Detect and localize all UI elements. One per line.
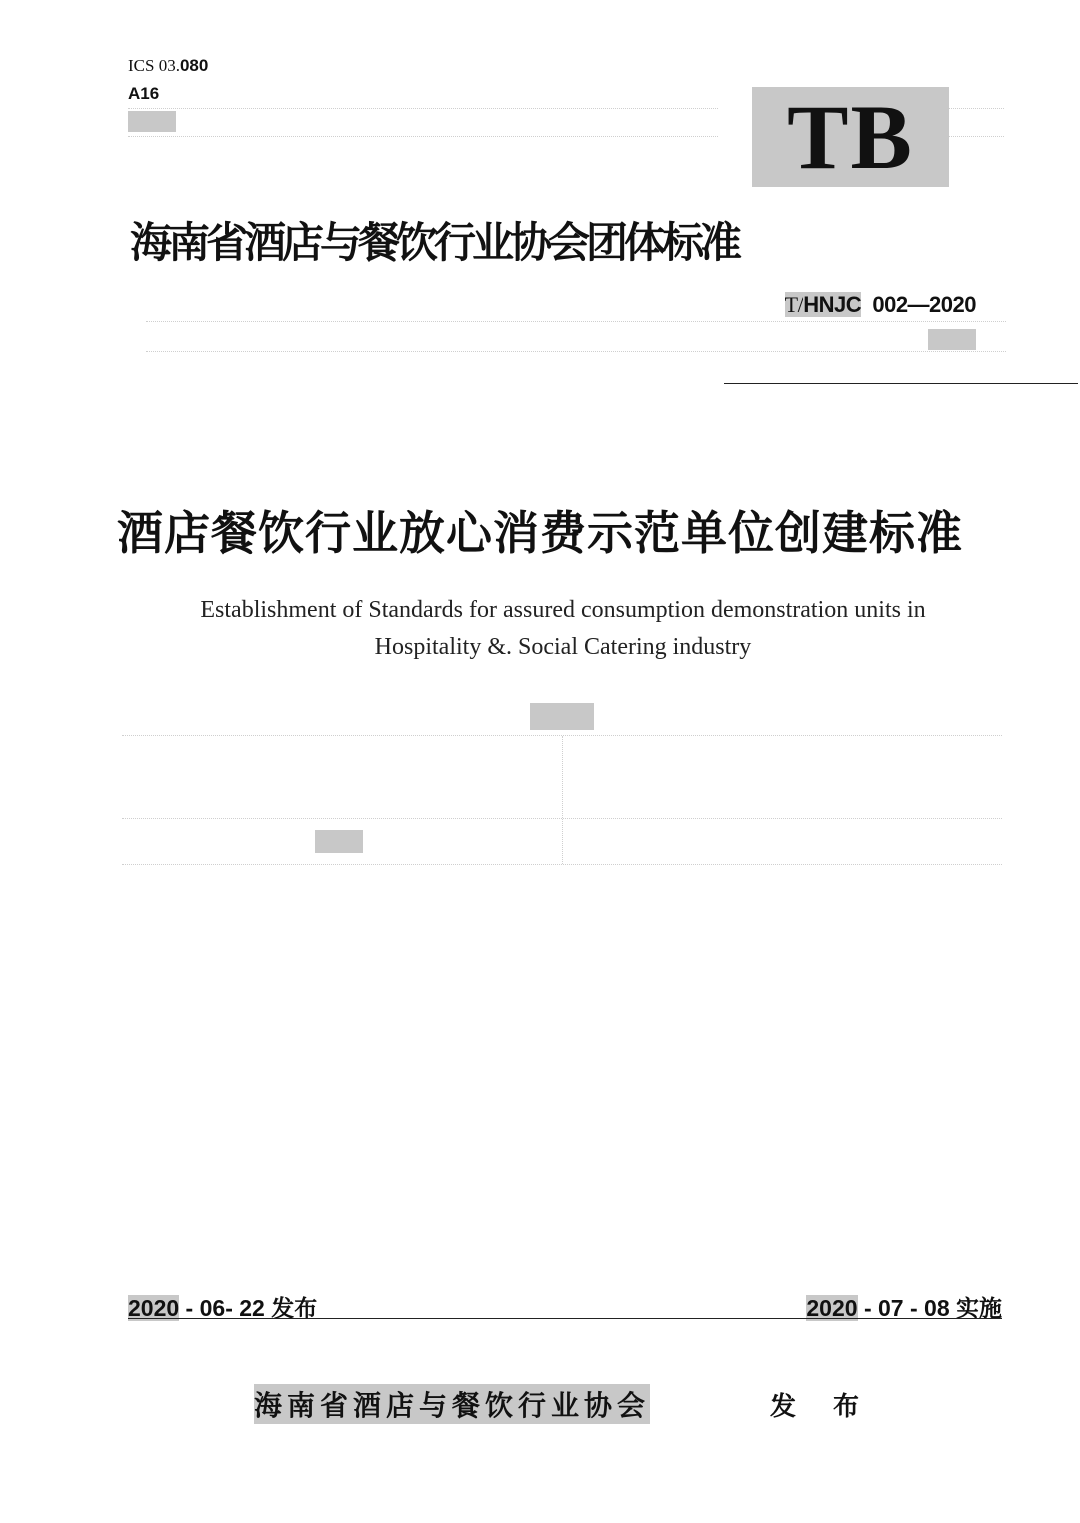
redacted-field [315,830,363,853]
standard-code-number: 002—2020 [872,292,976,317]
publish-date: 2020 - 06- 22 发布 [128,1295,318,1321]
implement-date: 2020 - 07 - 08 实施 [806,1295,1002,1321]
ics-code: ICS 03.080 [128,56,209,75]
issuer-action: 发 布 [770,1392,874,1422]
divider [128,108,718,109]
issuer-name: 海南省酒店与餐饮行业协会 [254,1384,650,1424]
divider [948,108,1004,109]
divider [128,136,718,137]
divider [146,321,1006,322]
header-rule [724,383,1078,384]
grid-line [122,864,1002,865]
title-en-line2: Hospitality &. Social Catering industry [374,634,752,660]
standard-code [785,292,976,318]
organization-title: 海南省酒店与餐饮行业协会团体标准 [130,218,739,267]
grid-line [562,736,563,864]
tb-logo: TB [752,87,949,187]
redacted-field [928,329,976,350]
divider [146,351,1006,352]
redacted-field [530,703,594,730]
standard-code-prefix: T/ [784,292,804,317]
standard-code-org: HNJC [803,292,862,317]
divider [948,136,1004,137]
document-title-en [0,592,1080,666]
footer-rule [128,1318,1002,1319]
redacted-field [128,111,176,132]
document-title-zh: 酒店餐饮行业放心消费示范单位创建标准 [117,506,963,560]
classification-code: A16 [128,84,160,103]
title-en-line1: Establishment of Standards for assured consumption demonstration units in [200,597,926,623]
